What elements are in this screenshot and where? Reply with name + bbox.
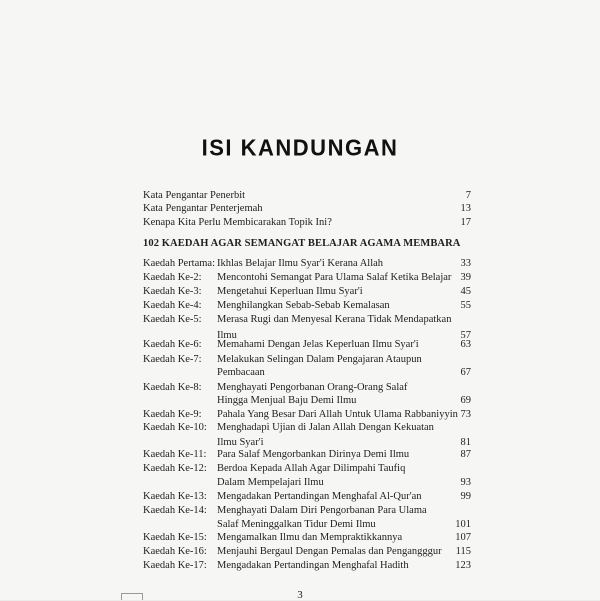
toc-entry-text: Memahami Dengan Jelas Keperluan Ilmu Syar'i (217, 339, 419, 350)
toc-entry-label: Kaedah Ke-16: (143, 546, 207, 557)
toc-entry-text: Menjauhi Bergaul Dengan Pemalas dan Pengangggur (217, 546, 442, 557)
toc-entry-label: Kaedah Ke-8: (143, 382, 202, 393)
toc-entry-text: Ilmu Syar'i (217, 437, 264, 448)
toc-entry-text: Merasa Rugi dan Menyesal Kerana Tidak Mendapatkan (217, 314, 452, 325)
toc-entry-label: Kaedah Ke-9: (143, 409, 202, 420)
toc-entry-text: Menghayati Dalam Diri Pengorbanan Para Ulama (217, 505, 427, 516)
toc-entry-text: Mengamalkan Ilmu dan Mempraktikkannya (217, 532, 403, 543)
toc-entry-label: Kaedah Ke-14: (143, 505, 207, 516)
toc-entry-text: Kata Pengantar Penerbit (143, 190, 246, 201)
toc-page-number: 107 (455, 532, 471, 543)
page-number: 3 (297, 589, 303, 601)
toc-page-number: 81 (460, 437, 471, 448)
toc-page-number: 39 (460, 272, 471, 283)
toc-entry-text: Dalam Mempelajari Ilmu (217, 477, 324, 488)
toc-entry-text: Pahala Yang Besar Dari Allah Untuk Ulama Rabbaniyyin (217, 409, 458, 420)
toc-entry-text: Ikhlas Belajar Ilmu Syar'i Kerana Allah (217, 258, 384, 269)
toc-entry-text: Hingga Menjual Baju Demi Ilmu (217, 395, 357, 406)
toc-entry-label: Kaedah Ke-12: (143, 463, 207, 474)
toc-page-number: 55 (460, 300, 471, 311)
toc-entry-label: Kaedah Pertama: (143, 258, 216, 269)
section-heading: 102 KAEDAH AGAR SEMANGAT BELAJAR AGAMA MEMBARA (143, 238, 461, 249)
toc-entry-text: Kata Pengantar Penterjemah (143, 203, 263, 214)
toc-entry-text: Menghilangkan Sebab-Sebab Kemalasan (217, 300, 390, 311)
toc-entry-text: Mengadakan Pertandingan Menghafal Al-Qur'an (217, 491, 422, 502)
toc-entry-text: Mengetahui Keperluan Ilmu Syar'i (217, 286, 363, 297)
toc-page-number: 63 (460, 339, 471, 350)
toc-entry-label: Kaedah Ke-10: (143, 422, 207, 433)
toc-entry-label: Kaedah Ke-4: (143, 300, 202, 311)
page-title: ISI KANDUNGAN (201, 134, 399, 161)
toc-page-number: 17 (460, 217, 471, 228)
toc-entry-text: Salaf Meninggalkan Tidur Demi Ilmu (217, 519, 376, 530)
page-edge-mark (121, 593, 143, 600)
toc-page-number: 73 (460, 409, 471, 420)
toc-entry-text: Ilmu (217, 330, 237, 341)
toc-entry-label: Kaedah Ke-17: (143, 560, 207, 571)
toc-page-number: 69 (460, 395, 471, 406)
toc-page-number: 13 (460, 203, 471, 214)
toc-entry-text: Melakukan Selingan Dalam Pengajaran Ataupun (217, 354, 422, 365)
toc-page-number: 7 (465, 190, 471, 201)
toc-page-number: 57 (460, 330, 471, 341)
toc-entry-text: Berdoa Kepada Allah Agar Dilimpahi Taufiq (217, 463, 406, 474)
toc-page-number: 115 (455, 546, 471, 557)
toc-entry-label: Kaedah Ke-3: (143, 286, 202, 297)
toc-page-number: 33 (460, 258, 471, 269)
toc-page-number: 87 (460, 449, 471, 460)
toc-entry-label: Kaedah Ke-7: (143, 354, 202, 365)
toc-page-number: 123 (455, 560, 471, 571)
toc-entry-text: Para Salaf Mengorbankan Dirinya Demi Ilmu (217, 449, 410, 460)
toc-entry-label: Kaedah Ke-6: (143, 339, 202, 350)
toc-entry-text: Kenapa Kita Perlu Membicarakan Topik Ini? (143, 217, 332, 228)
toc-entry-text: Mengadakan Pertandingan Menghafal Hadith (217, 560, 409, 571)
toc-entry-text: Menghadapi Ujian di Jalan Allah Dengan Kekuatan (217, 422, 434, 433)
toc-page-number: 67 (460, 367, 471, 378)
toc-entry-label: Kaedah Ke-13: (143, 491, 207, 502)
toc-page-number: 93 (460, 477, 471, 488)
toc-entry-text: Mencontohi Semangat Para Ulama Salaf Ketika Belajar (217, 272, 452, 283)
toc-entry-label: Kaedah Ke-2: (143, 272, 202, 283)
toc-page-number: 99 (460, 491, 471, 502)
toc-entry-text: Pembacaan (217, 367, 265, 378)
toc-entry-label: Kaedah Ke-15: (143, 532, 207, 543)
toc-entry-text: Menghayati Pengorbanan Orang-Orang Salaf (217, 382, 408, 393)
toc-page-number: 101 (455, 519, 471, 530)
toc-page-number: 45 (460, 286, 471, 297)
toc-entry-label: Kaedah Ke-11: (143, 449, 207, 460)
toc-entry-label: Kaedah Ke-5: (143, 314, 202, 325)
